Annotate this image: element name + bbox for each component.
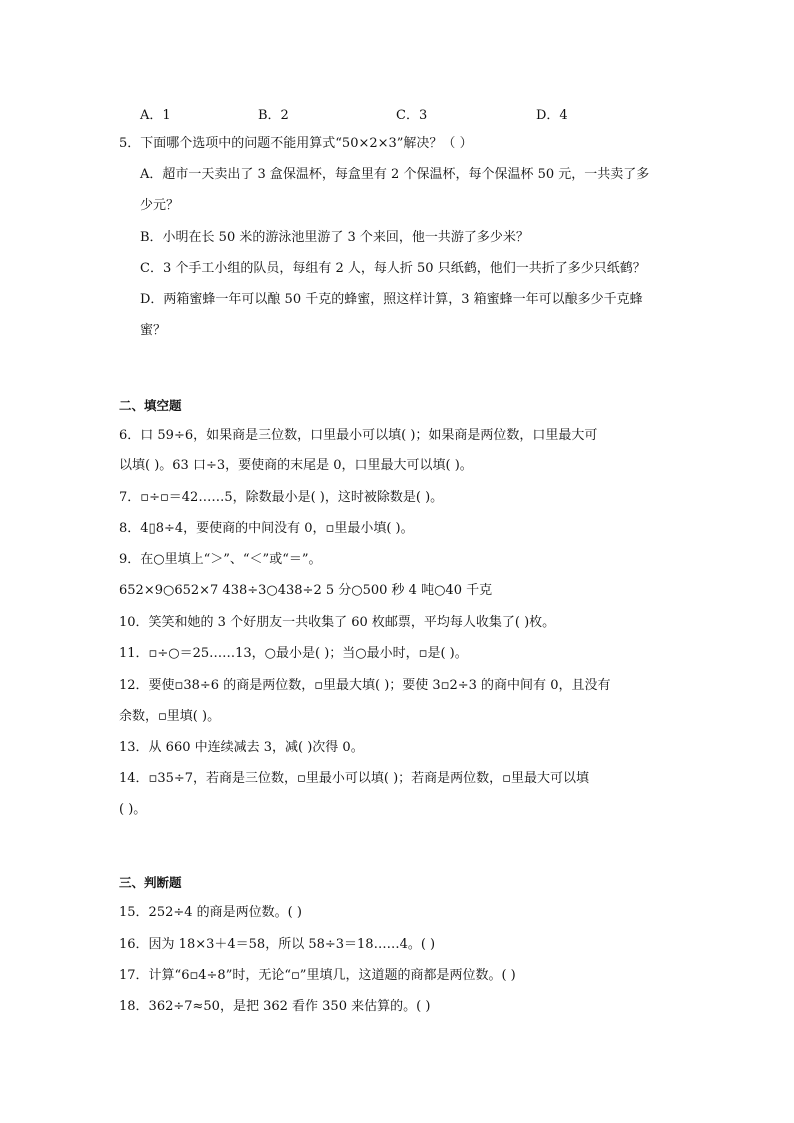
q5-option-d-line1: D．两箱蜜蜂一年可以酿 50 千克的蜂蜜，照这样计算，3 箱蜜蜂一年可以酿多少千克蜂 <box>140 292 643 307</box>
section-title-true-false: 三、判断题 <box>119 875 182 890</box>
q12-line1: 12．要使▫38÷6 的商是两位数，▫里最大填( )；要使 3▫2÷3 的商中间有 0，且没有 <box>119 678 611 693</box>
q14-line1: 14．▫35÷7，若商是三位数，▫里最小可以填( )；若商是两位数，▫里最大可以填 <box>119 771 589 786</box>
q15: 15．252÷4 的商是两位数。( ) <box>119 905 302 920</box>
q10: 10．笑笑和她的 3 个好朋友一共收集了 60 枚邮票，平均每人收集了( )枚。 <box>119 615 556 630</box>
q5-option-a-line2: 少元？ <box>140 198 180 213</box>
q17: 17．计算“6▫4÷8”时，无论“▫”里填几，这道题的商都是两位数。( ) <box>119 968 516 983</box>
q11: 11．▫÷○＝25……13，○最小是( )；当○最小时，▫是( )。 <box>119 646 468 661</box>
q7: 7．▫÷▫＝42……5，除数最小是( )，这时被除数是( )。 <box>119 490 444 505</box>
q5-option-a-line1: A．超市一天卖出了 3 盒保温杯，每盒里有 2 个保温杯，每个保温杯 50 元，一共卖了多 <box>140 167 650 182</box>
q12-line2: 余数，▫里填( )。 <box>119 709 221 724</box>
q4-option-c: C．3 <box>396 108 428 123</box>
q6-line1: 6．口 59÷6，如果商是三位数，口里最小可以填( )；如果商是两位数，口里最大可 <box>119 428 598 443</box>
q13: 13．从 660 中连续减去 3，减( )次得 0。 <box>119 740 364 755</box>
q4-option-a: A．1 <box>140 108 171 123</box>
q8: 8．4▯8÷4，要使商的中间没有 0，▫里最小填( )。 <box>119 521 414 536</box>
q4-option-b: B．2 <box>258 108 289 123</box>
q16: 16．因为 18×3＋4＝58，所以 58÷3＝18……4。( ) <box>119 937 436 952</box>
q5-option-b: B．小明在长 50 米的游泳池里游了 3 个来回，他一共游了多少米？ <box>140 230 529 245</box>
q5-option-d-line2: 蜜？ <box>140 323 167 338</box>
q18: 18．362÷7≈50，是把 362 看作 350 来估算的。( ) <box>119 999 431 1014</box>
q9-stem: 9．在○里填上“＞”、“＜”或“＝”。 <box>119 552 322 567</box>
q5-option-c: C．3 个手工小组的队员，每组有 2 人，每人折 50 只纸鹤，他们一共折了多少只纸鹤？ <box>140 261 646 276</box>
q4-option-d: D．4 <box>536 108 568 123</box>
section-title-fill-in: 二、填空题 <box>119 398 182 413</box>
q6-line2: 以填( )。63 口÷3，要使商的末尾是 0，口里最大可以填( )。 <box>119 458 473 473</box>
q5-stem: 5．下面哪个选项中的问题不能用算式“50×2×3”解决？（ ） <box>119 136 473 151</box>
q9-comparisons: 652×9○652×7 438÷3○438÷2 5 分○500 秒 4 吨○40 千克 <box>119 583 493 598</box>
q14-line2: ( )。 <box>119 802 147 817</box>
